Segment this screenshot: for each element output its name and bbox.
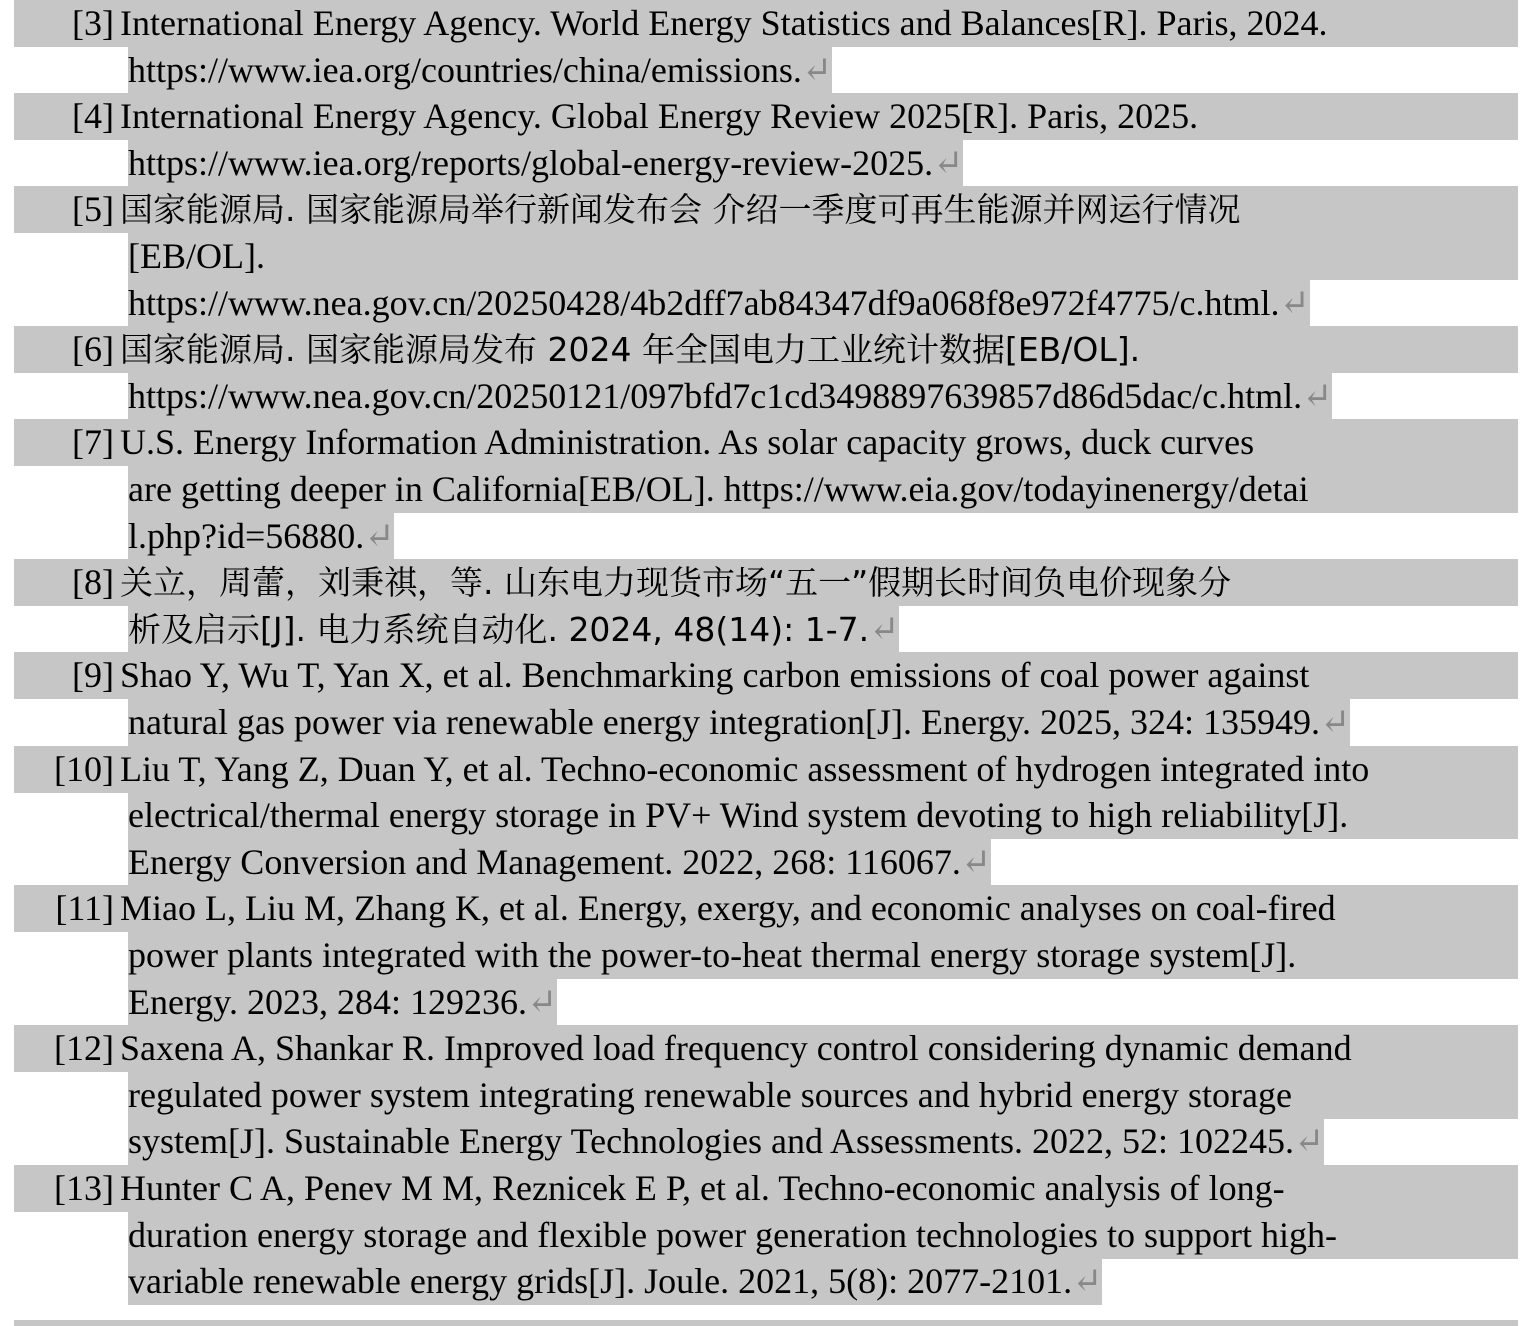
- paragraph-mark-icon: ↵: [869, 608, 900, 649]
- paragraph-mark-icon: ↵: [1072, 1261, 1103, 1302]
- reference-continuation-line: [128, 1072, 1518, 1119]
- paragraph-mark-icon: ↵: [1320, 702, 1351, 742]
- reference-first-line: [14, 0, 1518, 47]
- reference-continuation-line: [128, 373, 1332, 420]
- reference-number: [9]: [72, 655, 114, 696]
- reference-text: regulated power system integrating renewable sources and hybrid energy storage: [128, 1074, 1292, 1115]
- selection-highlight-edge: [14, 1320, 1518, 1326]
- reference-text: https://www.nea.gov.cn/20250428/4b2dff7ab84347df9a068f8e972f4775/c.html.: [128, 282, 1280, 323]
- reference-continuation-line: [128, 280, 1310, 327]
- reference-text: Energy. 2023, 284: 129236.: [128, 981, 527, 1022]
- reference-text: U.S. Energy Information Administration. As solar capacity grows, duck curves: [120, 422, 1255, 463]
- reference-number: [12]: [54, 1028, 114, 1069]
- reference-text: International Energy Agency. World Energy Statistics and Balances[R]. Paris, 2024.: [120, 3, 1328, 43]
- reference-text: https://www.nea.gov.cn/20250121/097bfd7c1cd3498897639857d86d5dac/c.html.: [128, 375, 1303, 416]
- reference-continuation-line: [128, 792, 1518, 839]
- reference-number: [6]: [72, 329, 114, 370]
- paragraph-mark-icon: ↵: [364, 515, 395, 556]
- reference-text: are getting deeper in California[EB/OL]. https://www.eia.gov/todayinenergy/detai: [128, 469, 1309, 509]
- reference-number: [3]: [72, 3, 114, 43]
- paragraph-mark-icon: ↵: [933, 142, 964, 183]
- reference-continuation-line: [128, 606, 899, 653]
- reference-text: 析及启示[J]. 电力系统自动化. 2024, 48(14): 1-7.: [128, 609, 870, 649]
- reference-text: Shao Y, Wu T, Yan X, et al. Benchmarking carbon emissions of coal power against: [120, 655, 1310, 696]
- paragraph-mark-icon: ↵: [526, 981, 558, 1022]
- reference-continuation-line: [128, 466, 1518, 513]
- reference-continuation-line: [128, 233, 1518, 280]
- reference-text: https://www.iea.org/countries/china/emissions.: [128, 49, 802, 90]
- reference-continuation-line: [128, 1118, 1324, 1165]
- reference-text: l.php?id=56880.: [128, 515, 365, 556]
- reference-number: [4]: [72, 96, 114, 137]
- reference-text: natural gas power via renewable energy integration[J]. Energy. 2025, 324: 135949.: [128, 702, 1320, 742]
- reference-text: 国家能源局. 国家能源局举行新闻发布会 介绍一季度可再生能源并网运行情况: [120, 190, 1241, 230]
- reference-number: [7]: [72, 422, 114, 463]
- reference-continuation-line: [128, 140, 963, 187]
- reference-first-line: [14, 186, 1518, 233]
- reference-text: Miao L, Liu M, Zhang K, et al. Energy, exergy, and economic analyses on coal-fired: [120, 888, 1336, 929]
- paragraph-mark-icon: ↵: [1279, 282, 1310, 323]
- paragraph-mark-icon: ↵: [801, 49, 833, 90]
- reference-text: power plants integrated with the power-to-heat thermal energy storage system[J].: [128, 935, 1297, 975]
- reference-first-line: [14, 419, 1518, 466]
- reference-number: [10]: [54, 748, 114, 789]
- reference-continuation-line: [128, 513, 394, 560]
- reference-text: electrical/thermal energy storage in PV+ Wind system devoting to high reliability[J].: [128, 795, 1349, 836]
- reference-text: variable renewable energy grids[J]. Joule. 2021, 5(8): 2077-2101.: [128, 1261, 1073, 1302]
- reference-continuation-line: [128, 1212, 1518, 1259]
- reference-first-line: [14, 93, 1518, 140]
- reference-text: 国家能源局. 国家能源局发布 2024 年全国电力工业统计数据[EB/OL].: [120, 330, 1141, 370]
- reference-text: Hunter C A, Penev M M, Reznicek E P, et al. Techno-economic analysis of long-: [120, 1168, 1285, 1208]
- reference-text: Energy Conversion and Management. 2022, 268: 116067.: [128, 841, 961, 882]
- reference-first-line: [14, 885, 1518, 932]
- reference-first-line: [14, 1025, 1518, 1072]
- paragraph-mark-icon: ↵: [1302, 375, 1333, 416]
- reference-text: duration energy storage and flexible power generation technologies to support high-: [128, 1214, 1337, 1255]
- reference-continuation-line: [128, 839, 991, 886]
- reference-number: [11]: [55, 888, 114, 929]
- reference-text: system[J]. Sustainable Energy Technologies and Assessments. 2022, 52: 102245.: [128, 1121, 1295, 1162]
- reference-number: [5]: [72, 189, 114, 230]
- reference-first-line: [14, 559, 1518, 606]
- reference-continuation-line: [128, 47, 832, 94]
- reference-text: 关立，周蕾，刘秉祺，等. 山东电力现货市场“五一”假期长时间负电价现象分: [120, 563, 1232, 603]
- reference-text: Saxena A, Shankar R. Improved load frequency control considering dynamic demand: [120, 1028, 1352, 1069]
- paragraph-mark-icon: ↵: [960, 841, 992, 882]
- reference-number: [8]: [72, 562, 114, 603]
- paragraph-mark-icon: ↵: [1294, 1121, 1325, 1162]
- reference-continuation-line: [128, 1258, 1102, 1305]
- reference-text: Liu T, Yang Z, Duan Y, et al. Techno-economic assessment of hydrogen integrated into: [120, 748, 1370, 789]
- reference-continuation-line: [128, 932, 1518, 979]
- reference-first-line: [14, 746, 1518, 793]
- reference-first-line: [14, 1165, 1518, 1212]
- reference-text: https://www.iea.org/reports/global-energy-review-2025.: [128, 142, 934, 183]
- reference-text: [EB/OL].: [128, 236, 265, 276]
- reference-continuation-line: [128, 979, 557, 1026]
- reference-first-line: [14, 326, 1518, 373]
- reference-number: [13]: [54, 1168, 114, 1208]
- reference-continuation-line: [128, 699, 1350, 746]
- reference-text: International Energy Agency. Global Energy Review 2025[R]. Paris, 2025.: [120, 96, 1199, 137]
- reference-first-line: [14, 652, 1518, 699]
